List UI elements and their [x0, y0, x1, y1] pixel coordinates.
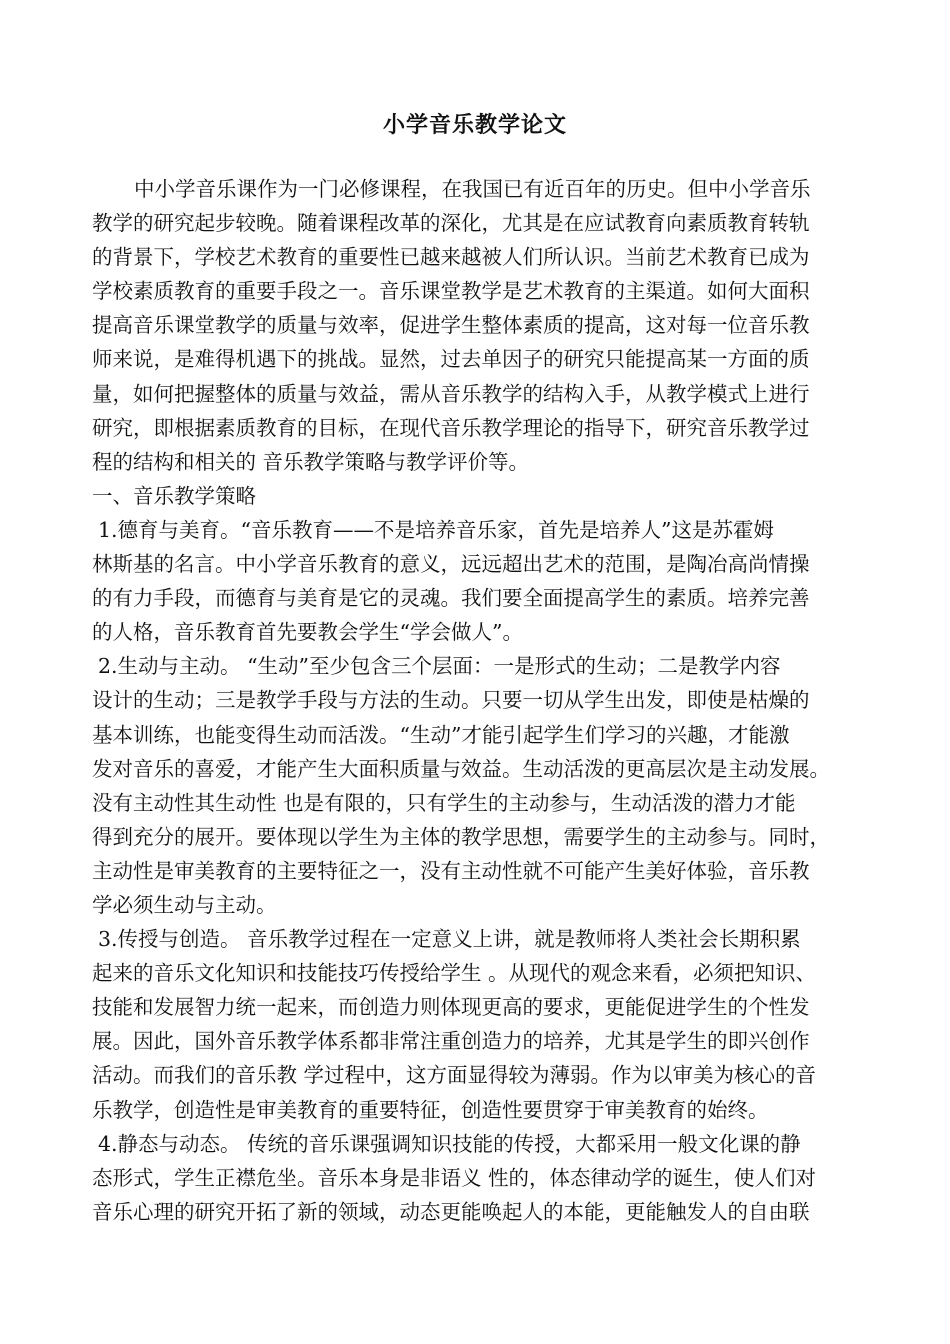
- text-line: 林斯基的名言。中小学音乐教育的意义，远远超出艺术的范围，是陶冶高尚情操: [92, 552, 810, 577]
- text-line: 活动。而我们的音乐教 学过程中，这方面显得较为薄弱。作为以审美为核心的音: [92, 1063, 817, 1088]
- text-line: 学校素质教育的重要手段之一。音乐课堂教学是艺术教育的主渠道。如何大面积: [92, 279, 810, 304]
- text-line: 设计的生动；三是教学手段与方法的生动。只要一切从学生出发，即使是枯燥的: [92, 688, 810, 713]
- text-line: 中小学音乐课作为一门必修课程，在我国已有近百年的历史。但中小学音乐: [134, 177, 811, 201]
- text-line: 发对音乐的喜爱，才能产生大面积质量与效益。生动活泼的更高层次是主动发展。: [92, 756, 830, 781]
- text-line: 2.生动与主动。 “生动”至少包含三个层面：一是形式的生动；二是教学内容: [98, 654, 781, 679]
- text-line: 基本训练，也能变得生动而活泼。“生动”才能引起学生们学习的兴趣，才能激: [92, 722, 790, 747]
- text-line: 4.静态与动态。 传统的音乐课强调知识技能的传授，大都采用一般文化课的静: [98, 1131, 801, 1156]
- text-line: 师来说，是难得机遇下的挑战。显然，过去单因子的研究只能提高某一方面的质: [92, 347, 810, 372]
- text-line: 展。因此，国外音乐教学体系都非常注重创造力的培养，尤其是学生的即兴创作: [92, 1029, 810, 1054]
- text-line: 提高音乐课堂教学的质量与效率，促进学生整体素质的提高，这对每一位音乐教: [92, 313, 810, 338]
- text-line: 的有力手段，而德育与美育是它的灵魂。我们要全面提高学生的素质。培养完善: [92, 586, 810, 611]
- text-line: 教学的研究起步较晚。随着课程改革的深化，尤其是在应试教育向素质教育转轨: [92, 211, 810, 236]
- text-line: 的人格，音乐教育首先要教会学生“学会做人”。: [92, 620, 523, 645]
- text-line: 研究，即根据素质教育的目标，在现代音乐教学理论的指导下，研究音乐教学过: [92, 415, 810, 440]
- text-line: 1.德育与美育。“音乐教育——不是培养音乐家，首先是培养人”这是苏霍姆: [98, 517, 775, 542]
- text-line: 乐教学，创造性是审美教育的重要特征，创造性要贯穿于审美教育的始终。: [92, 1097, 769, 1122]
- text-line: 起来的音乐文化知识和技能技巧传授给学生 。从现代的观念来看，必须把知识、: [92, 961, 817, 986]
- text-line: 技能和发展智力统一起来，而创造力则体现更高的要求，更能促进学生的个性发: [92, 995, 810, 1020]
- section-heading: 一、音乐教学策略: [92, 483, 256, 508]
- text-line: 没有主动性其生动性 也是有限的，只有学生的主动参与，生动活泼的潜力才能: [92, 790, 796, 815]
- text-line: 的背景下，学校艺术教育的重要性已越来越被人们所认识。当前艺术教育已成为: [92, 245, 810, 270]
- text-line: 态形式，学生正襟危坐。音乐本身是非语义 性的，体态律动学的诞生，使人们对: [92, 1165, 817, 1190]
- document-body: [92, 172, 872, 1229]
- document-title: 小学音乐教学论文: [382, 112, 567, 138]
- text-line: 程的结构和相关的 音乐教学策略与教学评价等。: [92, 449, 530, 474]
- text-line: 学必须生动与主动。: [92, 892, 277, 917]
- text-line: 3.传授与创造。 音乐教学过程在一定意义上讲，就是教师将人类社会长期积累: [98, 927, 801, 952]
- text-line: 量，如何把握整体的质量与效益，需从音乐教学的结构入手，从教学模式上进行: [92, 381, 810, 406]
- text-line: 音乐心理的研究开拓了新的领域，动态更能唤起人的本能，更能触发人的自由联: [92, 1199, 810, 1224]
- text-line: 主动性是审美教育的主要特征之一，没有主动性就不可能产生美好体验，音乐教: [92, 858, 810, 883]
- text-line: 得到充分的展开。要体现以学生为主体的教学思想，需要学生的主动参与。同时，: [92, 824, 830, 849]
